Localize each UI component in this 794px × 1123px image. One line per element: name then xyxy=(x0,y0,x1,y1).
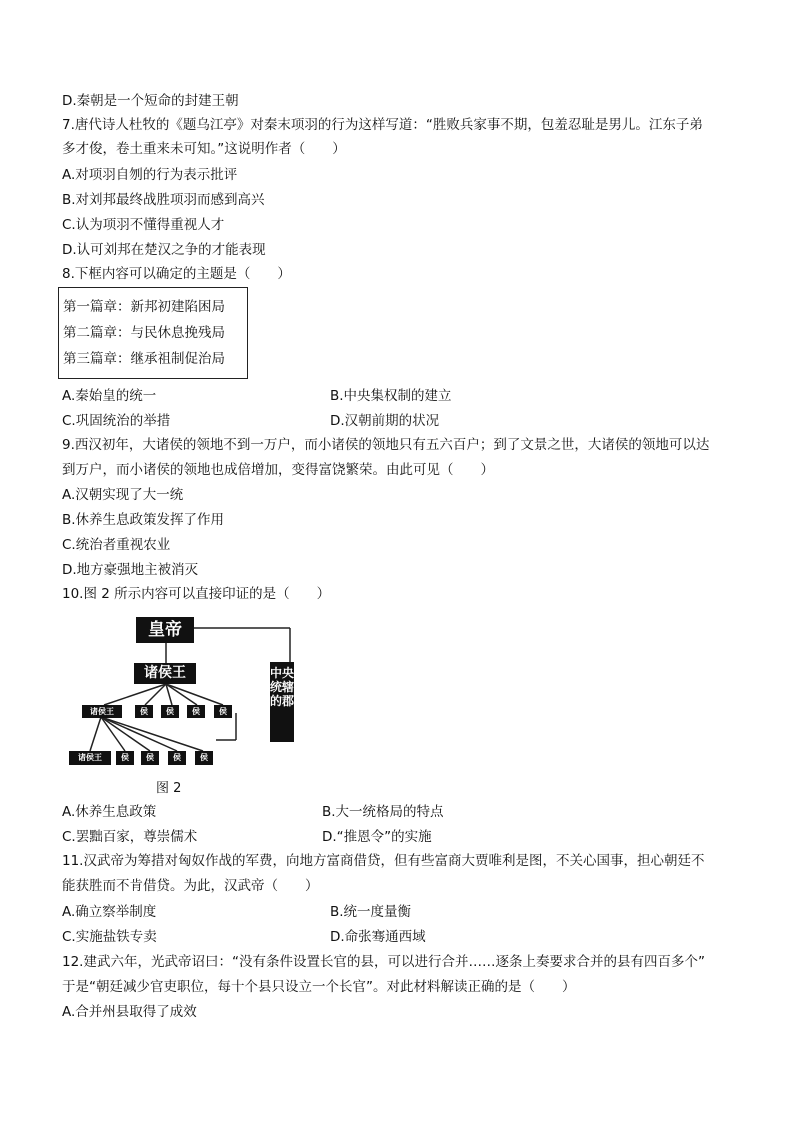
diagram-row2-marquis: 侯 xyxy=(195,751,213,765)
q12-stem-line1: 12.建武六年，光武帝诏曰：“没有条件设置长官的县，可以进行合并……逐条上奏要求合并的县有四百多个” xyxy=(62,954,705,970)
q8-option-d: D.汉朝前期的状况 xyxy=(330,413,440,429)
q9-option-c: C.统治者重视农业 xyxy=(62,537,171,553)
figure-caption: 图 2 xyxy=(156,781,182,796)
q9-stem-line1: 9.西汉初年，大诸侯的领地不到一万户，而小诸侯的领地只有五六百户；到了文景之世，大诸侯的领地可以达 xyxy=(62,437,710,453)
q8-option-c: C.巩固统治的举措 xyxy=(62,413,171,429)
box-line-1: 第一篇章：新邦初建陷困局 xyxy=(63,299,225,315)
q6-option-d: D.秦朝是一个短命的封建王朝 xyxy=(62,93,239,109)
q11-stem-line2: 能获胜而不肯借贷。为此，汉武帝（ ） xyxy=(62,878,319,894)
q8-stem: 8.下框内容可以确定的主题是（ ） xyxy=(62,266,291,282)
diagram-row1-king: 诸侯王 xyxy=(82,705,122,718)
q10-option-b: B.大一统格局的特点 xyxy=(322,804,444,820)
q8-option-a: A.秦始皇的统一 xyxy=(62,388,157,404)
q9-option-a: A.汉朝实现了大一统 xyxy=(62,487,184,503)
diagram-row1-marquis: 侯 xyxy=(214,705,232,718)
q7-option-d: D.认可刘邦在楚汉之争的才能表现 xyxy=(62,242,266,258)
q7-option-c: C.认为项羽不懂得重视人才 xyxy=(62,217,225,233)
q12-stem-line2: 于是“朝廷减少官吏职位，每十个县只设立一个长官”。对此材料解读正确的是（ ） xyxy=(62,979,576,995)
q9-option-b: B.休养生息政策发挥了作用 xyxy=(62,512,225,528)
diagram-row2-marquis: 侯 xyxy=(141,751,159,765)
q8-option-b: B.中央集权制的建立 xyxy=(330,388,452,404)
diagram-row1-marquis: 侯 xyxy=(161,705,179,718)
q10-stem: 10.图 2 所示内容可以直接印证的是（ ） xyxy=(62,586,331,602)
diagram-row1-marquis: 侯 xyxy=(187,705,205,718)
diagram-row2-marquis: 侯 xyxy=(116,751,134,765)
q10-option-c: C.罢黜百家，尊崇儒术 xyxy=(62,829,198,845)
q11-option-a: A.确立察举制度 xyxy=(62,904,157,920)
q9-stem-line2: 到万户，而小诸侯的领地也成倍增加，变得富饶繁荣。由此可见（ ） xyxy=(62,462,494,478)
q7-option-a: A.对项羽自刎的行为表示批评 xyxy=(62,167,238,183)
diagram-row2-marquis: 侯 xyxy=(168,751,186,765)
q10-option-a: A.休养生息政策 xyxy=(62,804,157,820)
q10-option-d: D.“推恩令”的实施 xyxy=(322,829,432,845)
diagram-row1-marquis: 侯 xyxy=(135,705,153,718)
q11-option-b: B.统一度量衡 xyxy=(330,904,412,920)
diagram-king: 诸侯王 xyxy=(134,663,196,684)
q7-stem-line2: 多才俊，卷土重来未可知。”这说明作者（ ） xyxy=(62,141,346,157)
diagram-emperor: 皇帝 xyxy=(136,617,194,643)
q9-option-d: D.地方豪强地主被消灭 xyxy=(62,562,199,578)
q7-option-b: B.对刘邦最终战胜项羽而感到高兴 xyxy=(62,192,265,208)
box-line-3: 第三篇章：继承祖制促治局 xyxy=(63,351,225,367)
q12-option-a: A.合并州县取得了成效 xyxy=(62,1004,197,1020)
q11-stem-line1: 11.汉武帝为筹措对匈奴作战的军费，向地方富商借贷，但有些富商大贾唯利是图，不关心国事，担心朝廷不 xyxy=(62,853,705,869)
box-line-2: 第二篇章：与民休息挽残局 xyxy=(63,325,225,341)
diagram-central-commandery: 中央统辖的郡 xyxy=(270,662,294,742)
q7-stem-line1: 7.唐代诗人杜牧的《题乌江亭》对秦末项羽的行为这样写道：“胜败兵家事不期，包羞忍耻是男儿。江东子弟 xyxy=(62,117,703,133)
diagram-row2-king: 诸侯王 xyxy=(69,751,111,765)
q11-option-c: C.实施盐铁专卖 xyxy=(62,929,157,945)
q11-option-d: D.命张骞通西域 xyxy=(330,929,426,945)
